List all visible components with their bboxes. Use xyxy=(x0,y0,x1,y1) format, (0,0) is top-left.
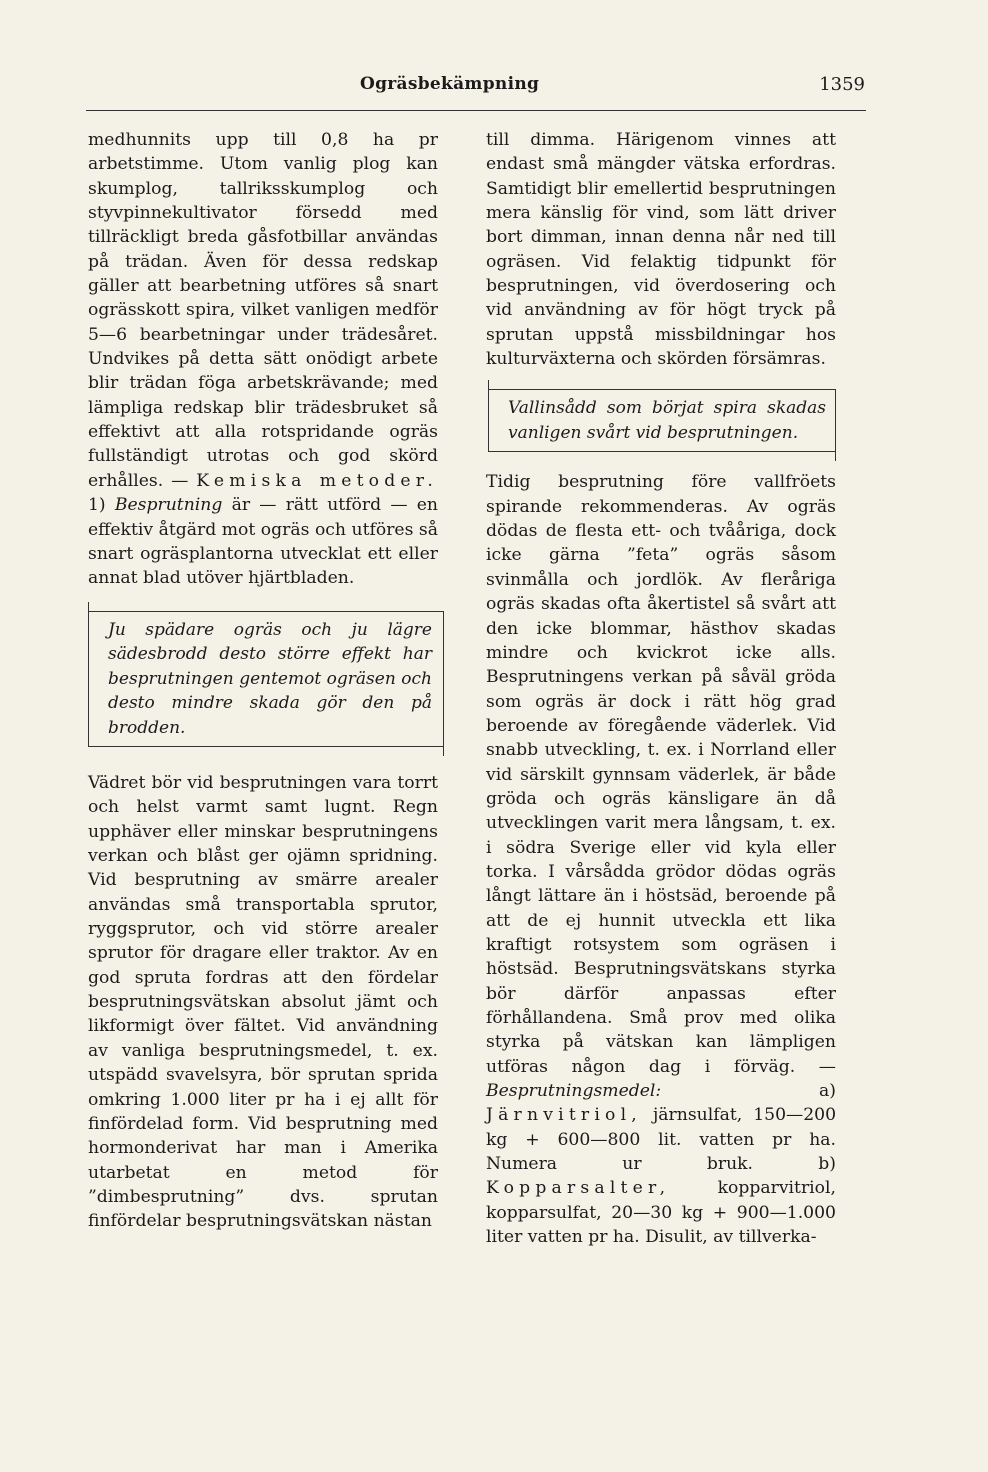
left-paragraph-2: Vädret bör vid besprutningen vara torrt och helst varmt samt lugnt. Regn upphäver eller minskar besprutningens verkan och blåst ger ojämn spridning. Vid besprutning av smärre arealer användas små transportabla sprutor, ryggsprutor, och vid större arealer sprutor för dragare eller traktor. Av en god spruta fordras att den fördelar besprutningsvätskan absolut jämt och likformigt över fältet. Vid användning av vanliga besprutningsmedel, t. ex. utspädd svavelsyra, bör sprutan sprida omkring 1.000 liter pr ha i ej allt för finfördelad form. Vid besprutning med hormonderivat har man i Amerika utarbetat en metod för ”dimbesprutning” dvs. sprutan finfördelar besprutningsvätskan nästan xyxy=(88,773,438,1232)
left-paragraph-1 xyxy=(88,128,438,591)
right-paragraph-1: till dimma. Härigenom vinnes att endast små mängder vätska erfordras. Samtidigt blir emellertid besprutningen mera känslig för vind, som lätt driver bort dimman, innan denna når ned till ogräsen. Vid felaktig tidpunkt för besprutningen, vid överdosering och vid användning av för högt tryck på sprutan uppstå missbildningar hos kulturväxterna och skörden försämras. xyxy=(486,130,836,370)
left-p1-spaced: Kemiska metoder. xyxy=(196,470,438,491)
callout-bar-right xyxy=(443,612,444,757)
right-callout-box xyxy=(488,389,836,452)
right-callout-text: Vallinsådd som börjat spira skadas vanligen svårt vid besprutningen. xyxy=(508,398,826,443)
right-p2-b: a) xyxy=(661,1081,836,1102)
right-p2-text: Tidig besprutning före vallfröets spirande rekommenderas. Av ogräs dödas de flesta ett- och tvååriga, dock icke gärna ”feta” ogräs såsom svinmålla och jordlök. Av fleråriga ogräs skadas ofta åkertistel så svårt att den icke blommar, hästhov skadas mindre och kvickrot icke alls. Besprutningens verkan på såväl gröda som ogräs är dock i rätt hög grad beroende av föregående väderlek. Vid snabb utveckling, t. ex. i Norrland eller vid särskilt gynnsam väderlek, är både gröda och ogräs känsligare än då utvecklingen varit mera långsam, t. ex. i södra Sverige eller vid kyla eller torka. I vårsådda grödor dödas ogräs långt lättare än i höstsäd, beroende på att de ej hunnit utveckla ett lika kraftigt rotsystem som ogräsen i höstsäd. Besprutningsvätskans styrka bör därför anpassas efter förhållandena. Små prov med olika styrka på vätskan kan lämpligen utföras någon dag i förväg. — xyxy=(486,472,836,1077)
right-p2-spaced-2: Kopparsalter, xyxy=(486,1178,671,1199)
right-p2-spaced-1: Järnvitriol, xyxy=(486,1105,642,1126)
right-p2-d: kopparvitriol, kopparsulfat, 20—30 kg + 900—1.000 liter vatten pr ha. Disulit, av tillverka- xyxy=(486,1178,836,1248)
callout-bar-left xyxy=(488,380,489,452)
right-p2-italic: Besprutningsmedel: xyxy=(486,1081,662,1102)
page-number: 1359 xyxy=(819,74,865,95)
callout-bar-right xyxy=(835,390,836,461)
running-head: Ogräsbekämpning xyxy=(360,74,540,94)
left-p1-italic: Besprutning xyxy=(114,495,223,516)
left-callout-box xyxy=(88,611,444,748)
right-column xyxy=(486,128,836,1249)
left-p1-text: medhunnits upp till 0,8 ha pr arbetstimme. Utom vanlig plog kan skumplog, tallriksskumplog och styvpinnekultivator försedd med tillräckligt breda gåsfotbillar användas på trädan. Även för dessa redskap gäller att bearbetning utföres så snart ogrässkott spira, vilket vanligen medför 5—6 bearbetningar under trädesåret. Undvikes på detta sätt onödigt arbete blir trädan föga arbetskrävande; med lämpliga redskap blir trädesbruket så effektivt att alla rotspridande ogräs fullständigt utrotas och god skörd erhålles. — xyxy=(88,130,438,491)
callout-bar-left xyxy=(88,602,89,748)
header-rule xyxy=(86,110,866,111)
left-callout-text: Ju spädare ogräs och ju lägre sädesbrodd desto större effekt har besprutningen gentemot ogräsen och desto mindre skada gör den på brodden. xyxy=(108,619,432,738)
left-column xyxy=(88,128,438,1234)
left-p1-c: är — rätt utförd — en effektiv åtgärd mot ogräs och utföres så snart ogräsplantorna utvecklat ett eller annat blad utöver hjärtbladen. xyxy=(88,495,438,589)
right-paragraph-2 xyxy=(486,470,836,1249)
right-p2-c: järnsulfat, 150—200 kg + 600—800 lit. vatten pr ha. Numera ur bruk. b) xyxy=(486,1105,836,1175)
left-p1-b: 1) xyxy=(88,495,115,516)
